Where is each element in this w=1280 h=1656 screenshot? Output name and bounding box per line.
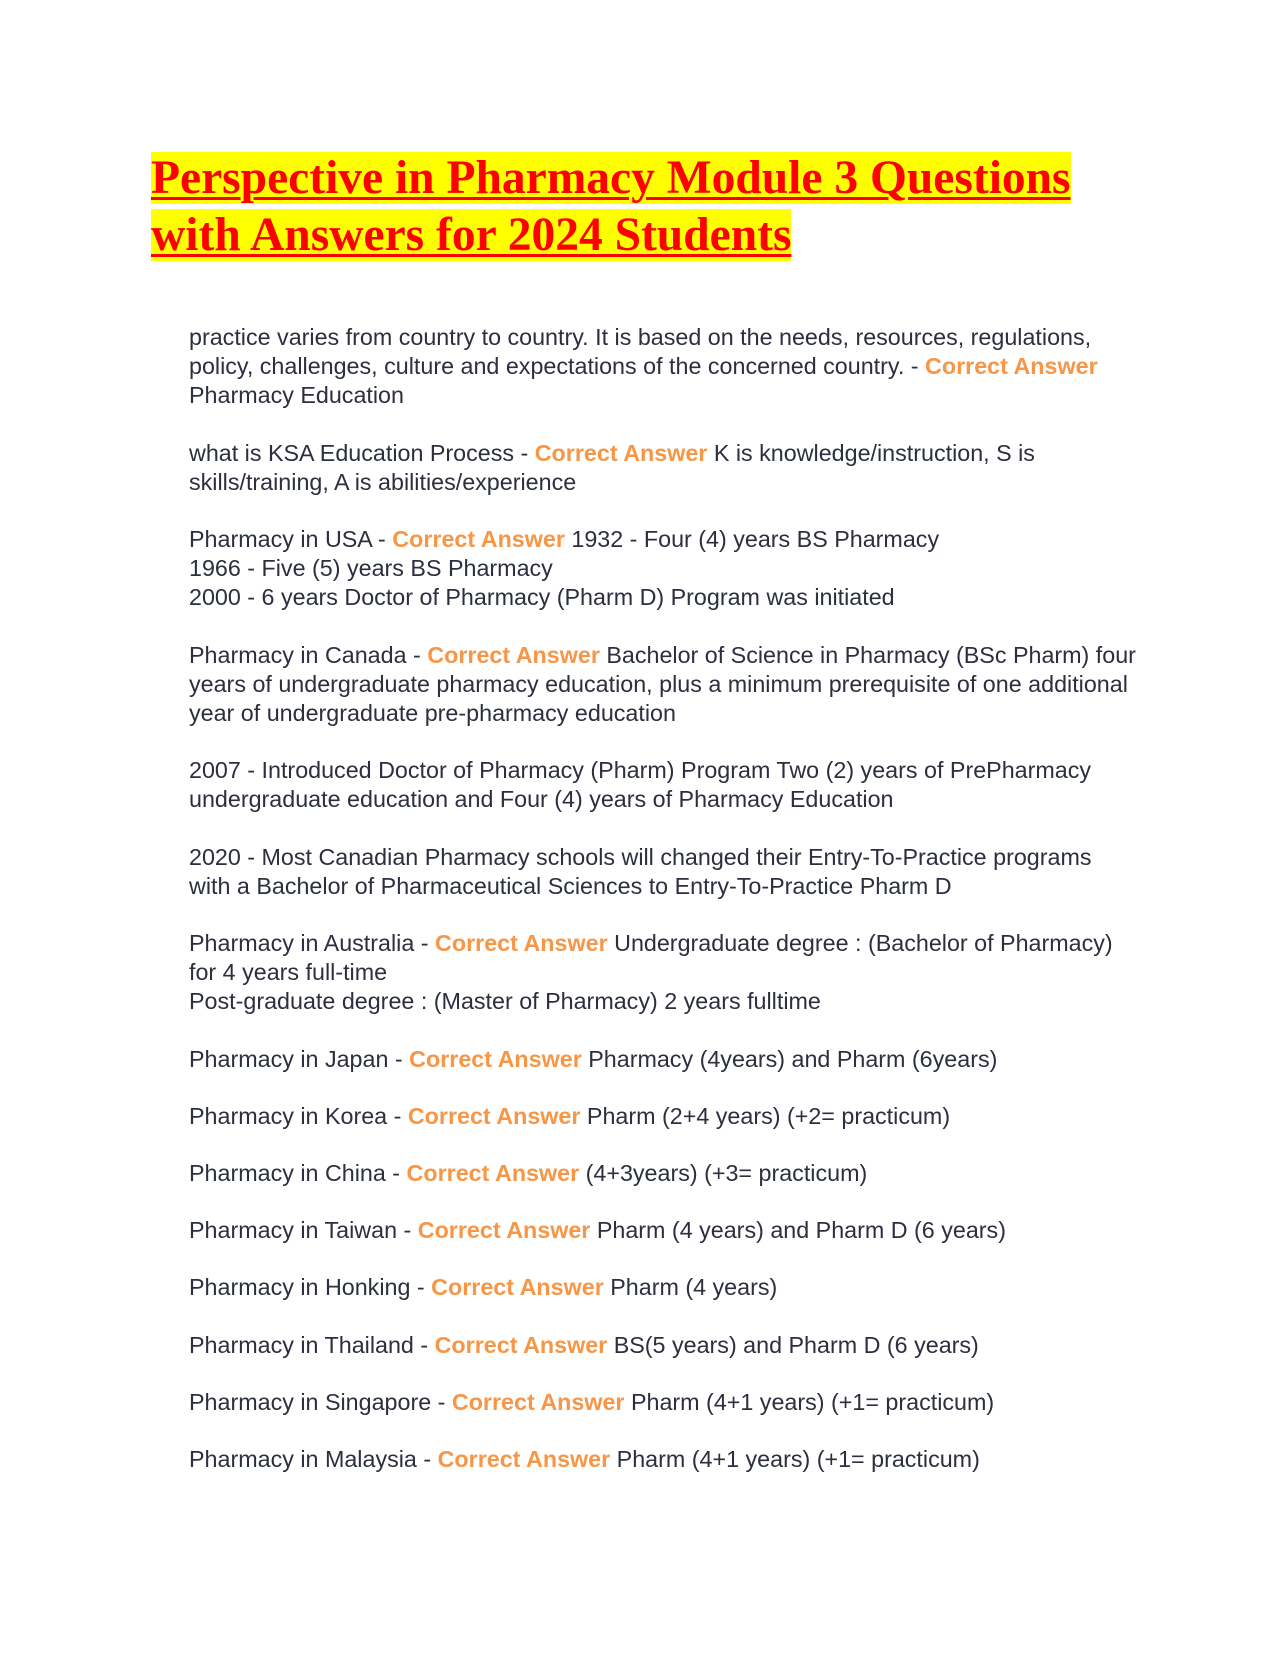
answer: Undergraduate degree : (Bachelor of Pharmacy) for 4 years full-time Post-graduate degree : (Master of Pharmacy) 2 years fulltime	[189, 930, 1113, 1015]
correct-answer-label: Correct Answer	[451, 1388, 625, 1415]
question: practice varies from country to country. It is based on the needs, resources, regulations, policy, challenges, culture and expectations of the concerned country. -	[189, 324, 1092, 380]
question: Pharmacy in Singapore -	[189, 1388, 452, 1415]
qa-item	[189, 1388, 1139, 1417]
answer: BS(5 years) and Pharm D (6 years)	[607, 1331, 979, 1358]
qa-list	[189, 323, 1139, 1502]
answer: (4+3years) (+3= practicum)	[579, 1160, 868, 1187]
question: Pharmacy in Japan -	[189, 1045, 410, 1072]
qa-item	[189, 929, 1139, 1017]
answer: Pharmacy (4years) and Pharm (6years)	[581, 1045, 998, 1072]
qa-item	[189, 1273, 1139, 1302]
answer: K is knowledge/instruction, S is skills/training, A is abilities/experience	[189, 439, 1035, 495]
correct-answer-label: Correct Answer	[407, 1102, 581, 1129]
qa-item	[189, 1102, 1139, 1131]
correct-answer-label: Correct Answer	[534, 439, 708, 466]
correct-answer-label: Correct Answer	[431, 1274, 604, 1301]
question: Pharmacy in China -	[189, 1160, 407, 1187]
document-title	[151, 150, 1141, 264]
note-paragraph: 2007 - Introduced Doctor of Pharmacy (Pharm) Program Two (2) years of PrePharmacy undergraduate education and Four (4) years of Pharmacy Education	[189, 757, 1092, 813]
document-title-text: Perspective in Pharmacy Module 3 Questions with Answers for 2024 Students	[151, 152, 1071, 261]
question: Pharmacy in USA -	[189, 526, 393, 553]
question: Pharmacy in Korea -	[189, 1102, 408, 1129]
answer: Bachelor of Science in Pharmacy (BSc Pharm) four years of undergraduate pharmacy education, plus a minimum prerequisite of one additional year of undergraduate pre-pharmacy education	[189, 641, 1136, 727]
qa-item	[189, 1045, 1139, 1074]
qa-item	[189, 1159, 1139, 1188]
qa-item	[189, 525, 1139, 613]
question: Pharmacy in Honking -	[189, 1274, 432, 1301]
correct-answer-label: Correct Answer	[434, 1331, 608, 1358]
question: Pharmacy in Thailand -	[189, 1331, 435, 1358]
answer: Pharm (4+1 years) (+1= practicum)	[610, 1446, 980, 1473]
answer: Pharm (4+1 years) (+1= practicum)	[624, 1388, 995, 1415]
correct-answer-label: Correct Answer	[435, 930, 608, 957]
answer: 1932 - Four (4) years BS Pharmacy 1966 - Five (5) years BS Pharmacy 2000 - 6 years Doctor of Pharmacy (Pharm D) Program was initiated	[189, 526, 940, 611]
correct-answer-label: Correct Answer	[392, 526, 565, 553]
question: Pharmacy in Canada -	[189, 641, 428, 668]
qa-item	[189, 1216, 1139, 1245]
question: Pharmacy in Australia -	[189, 930, 436, 957]
correct-answer-label: Correct Answer	[417, 1217, 591, 1244]
note-paragraph: 2020 - Most Canadian Pharmacy schools will changed their Entry-To-Practice programs with a Bachelor of Pharmaceutical Sciences to Entry-To-Practice Pharm D	[189, 843, 1092, 899]
correct-answer-label: Correct Answer	[437, 1446, 611, 1473]
question: Pharmacy in Taiwan -	[189, 1217, 418, 1244]
correct-answer-label: Correct Answer	[427, 641, 600, 668]
qa-item	[189, 323, 1139, 411]
answer: Pharm (4 years) and Pharm D (6 years)	[590, 1217, 1006, 1244]
correct-answer-label: Correct Answer	[925, 353, 1098, 380]
correct-answer-label: Correct Answer	[406, 1160, 580, 1187]
question: Pharmacy in Malaysia -	[189, 1446, 438, 1473]
qa-item	[189, 1331, 1139, 1360]
qa-item	[189, 1445, 1139, 1474]
answer: Pharmacy Education	[189, 382, 404, 409]
question: what is KSA Education Process -	[189, 439, 535, 466]
correct-answer-label: Correct Answer	[409, 1045, 582, 1072]
qa-item	[189, 439, 1139, 497]
answer: Pharm (2+4 years) (+2= practicum)	[580, 1102, 951, 1129]
qa-item	[189, 641, 1139, 729]
answer: Pharm (4 years)	[603, 1274, 778, 1301]
